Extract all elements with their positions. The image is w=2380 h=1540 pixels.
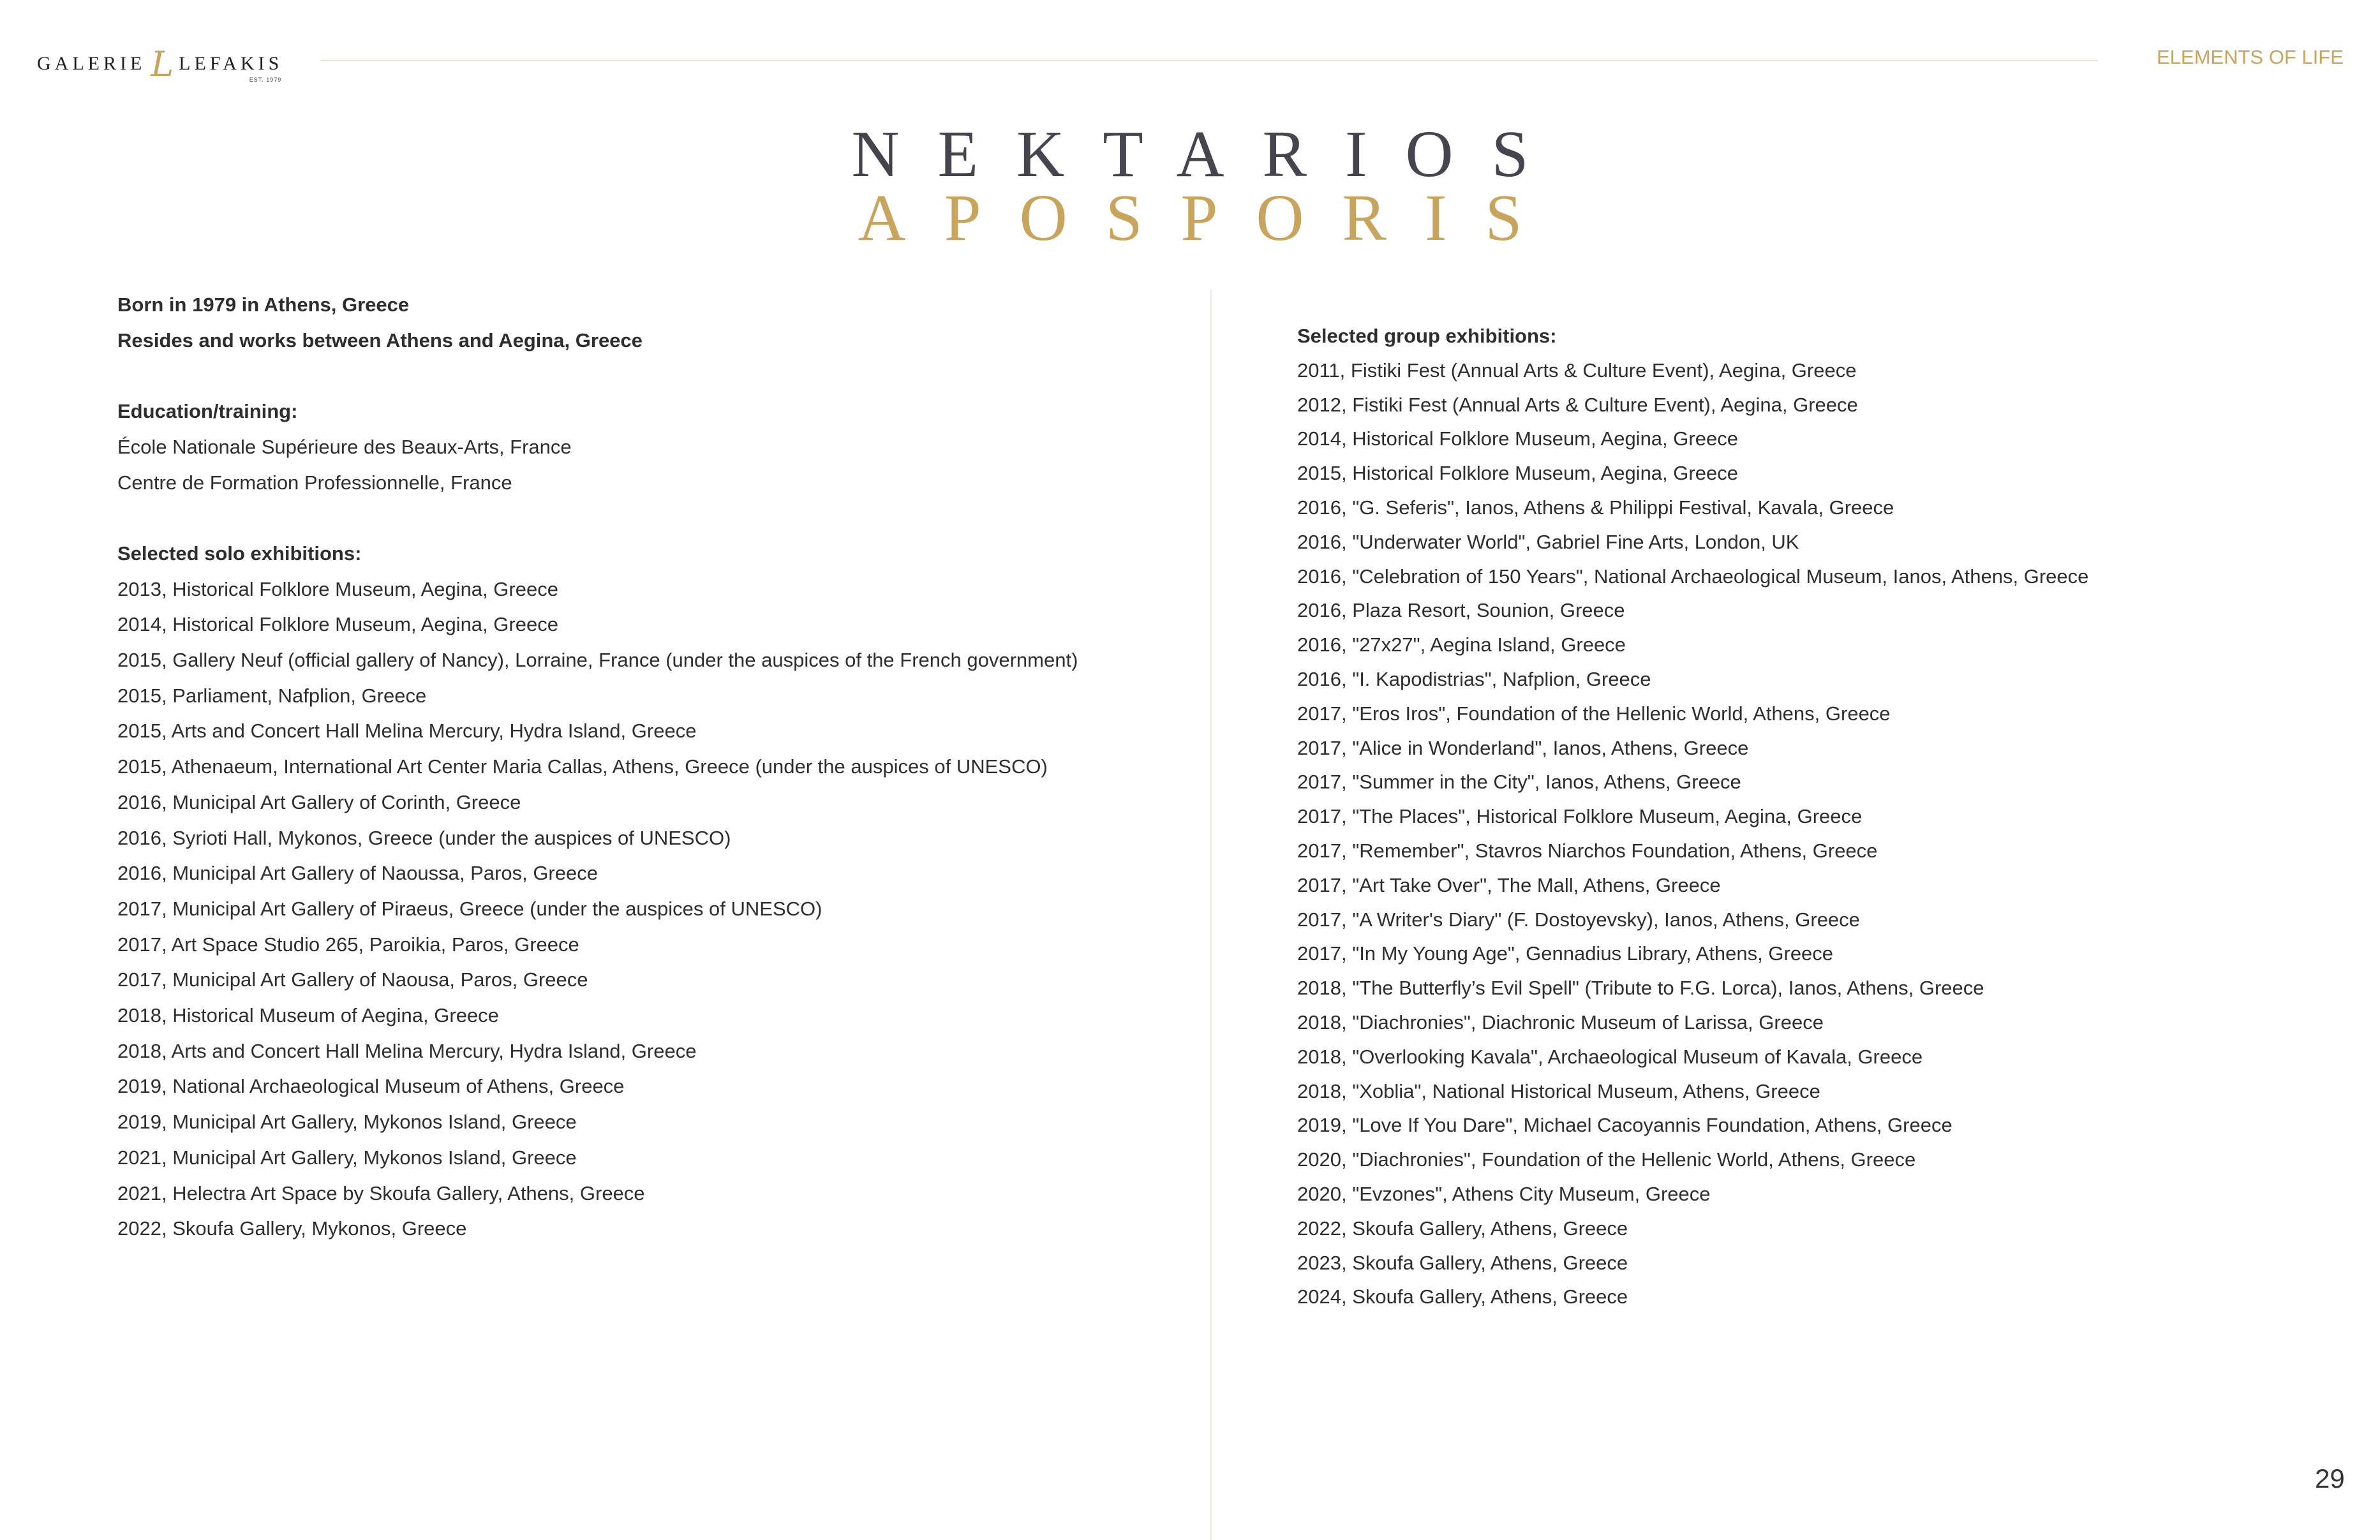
list-item: 2016, Municipal Art Gallery of Corinth, Greece <box>117 790 521 813</box>
bio-born: Born in 1979 in Athens, Greece <box>117 293 410 316</box>
list-item: 2021, Municipal Art Gallery, Mykonos Island, Greece <box>117 1146 577 1169</box>
list-item: 2018, Historical Museum of Aegina, Greece <box>117 1004 499 1027</box>
solo-exhibitions-list <box>117 572 1078 1247</box>
page-number: 29 <box>2315 1463 2345 1493</box>
list-item: 2017, "In My Young Age", Gennadius Library, Athens, Greece <box>1297 942 1834 965</box>
tagline: ELEMENTS OF LIFE <box>2157 46 2344 68</box>
list-item: 2017, "The Places", Historical Folklore Museum, Aegina, Greece <box>1297 805 1863 828</box>
list-item: 2017, "A Writer's Diary" (F. Dostoyevsky), Ianos, Athens, Greece <box>1297 908 1860 931</box>
list-item: 2020, "Diachronies", Foundation of the Hellenic World, Athens, Greece <box>1297 1148 1916 1171</box>
group-exhibitions-list <box>1297 353 2088 1314</box>
education-heading: Education/training: <box>117 400 298 423</box>
artist-last-name: APOSPORIS <box>858 181 1561 255</box>
list-item: 2017, "Summer in the City", Ianos, Athens, Greece <box>1297 771 1741 794</box>
list-item: Centre de Formation Professionnelle, France <box>117 471 512 494</box>
list-item: 2014, Historical Folklore Museum, Aegina, Greece <box>117 613 558 636</box>
list-item: 2015, Athenaeum, International Art Center Maria Callas, Athens, Greece (under the auspices of UNESCO) <box>117 755 1048 778</box>
list-item: 2018, "Xoblia", National Historical Museum, Athens, Greece <box>1297 1079 1820 1102</box>
list-item: 2015, Arts and Concert Hall Melina Mercury, Hydra Island, Greece <box>117 720 697 743</box>
list-item: 2024, Skoufa Gallery, Athens, Greece <box>1297 1285 1628 1308</box>
solo-heading: Selected solo exhibitions: <box>117 542 362 565</box>
list-item: 2018, "Overlooking Kavala", Archaeological Museum of Kavala, Greece <box>1297 1045 1923 1068</box>
logo-est: EST. 1979 <box>249 77 282 83</box>
education-list <box>117 429 1078 500</box>
galerie-lefakis-logo <box>37 45 283 83</box>
list-item: 2019, Municipal Art Gallery, Mykonos Island, Greece <box>117 1111 577 1134</box>
list-item: 2017, Municipal Art Gallery of Naousa, Paros, Greece <box>117 968 588 991</box>
list-item: 2017, Municipal Art Gallery of Piraeus, Greece (under the auspices of UNESCO) <box>117 897 822 920</box>
column-divider <box>1210 290 1212 1540</box>
list-item: 2022, Skoufa Gallery, Mykonos, Greece <box>117 1217 467 1240</box>
left-column <box>117 287 1078 1247</box>
list-item: 2021, Helectra Art Space by Skoufa Gallery, Athens, Greece <box>117 1181 645 1204</box>
list-item: 2017, Art Space Studio 265, Paroikia, Paros, Greece <box>117 933 579 956</box>
list-item: 2017, "Art Take Over", The Mall, Athens, Greece <box>1297 873 1721 896</box>
group-heading: Selected group exhibitions: <box>1297 325 1557 347</box>
list-item: 2017, "Alice in Wonderland", Ianos, Athens, Greece <box>1297 736 1749 759</box>
list-item: 2016, "27x27", Aegina Island, Greece <box>1297 633 1626 656</box>
list-item: 2018, Arts and Concert Hall Melina Mercury, Hydra Island, Greece <box>117 1039 697 1062</box>
list-item: 2013, Historical Folklore Museum, Aegina, Greece <box>117 577 558 600</box>
list-item: 2015, Gallery Neuf (official gallery of Nancy), Lorraine, France (under the auspices of the French government) <box>117 649 1078 671</box>
list-item: 2016, Syrioti Hall, Mykonos, Greece (under the auspices of UNESCO) <box>117 826 731 849</box>
list-item: 2022, Skoufa Gallery, Athens, Greece <box>1297 1217 1628 1240</box>
list-item: 2017, "Eros Iros", Foundation of the Hellenic World, Athens, Greece <box>1297 702 1891 725</box>
logo-text-left: GALERIE <box>37 53 146 74</box>
header-divider <box>320 60 2098 61</box>
list-item: 2016, Plaza Resort, Sounion, Greece <box>1297 599 1625 622</box>
list-item: 2020, "Evzones", Athens City Museum, Greece <box>1297 1182 1711 1205</box>
list-item: 2015, Historical Folklore Museum, Aegina, Greece <box>1297 462 1738 485</box>
list-item: 2016, "G. Seferis", Ianos, Athens & Philippi Festival, Kavala, Greece <box>1297 496 1894 519</box>
list-item: 2014, Historical Folklore Museum, Aegina, Greece <box>1297 427 1738 450</box>
list-item: École Nationale Supérieure des Beaux-Arts, France <box>117 435 572 458</box>
list-item: 2018, "Diachronies", Diachronic Museum of Larissa, Greece <box>1297 1011 1824 1033</box>
list-item: 2015, Parliament, Nafplion, Greece <box>117 684 427 707</box>
list-item: 2019, National Archaeological Museum of Athens, Greece <box>117 1075 625 1098</box>
logo-text-right: LEFAKIS <box>179 53 283 74</box>
artist-first-name: NEKTARIOS <box>851 117 1567 191</box>
list-item: 2016, "Underwater World", Gabriel Fine Arts, London, UK <box>1297 530 1799 553</box>
list-item: 2012, Fistiki Fest (Annual Arts & Culture Event), Aegina, Greece <box>1297 393 1858 416</box>
right-column <box>1297 319 2088 1314</box>
bio-resides: Resides and works between Athens and Aegina, Greece <box>117 329 643 352</box>
list-item: 2011, Fistiki Fest (Annual Arts & Culture Event), Aegina, Greece <box>1297 359 1857 381</box>
list-item: 2016, Municipal Art Gallery of Naoussa, Paros, Greece <box>117 862 598 885</box>
logo-monogram: L <box>151 43 174 84</box>
list-item: 2017, "Remember", Stavros Niarchos Foundation, Athens, Greece <box>1297 839 1878 862</box>
list-item: 2018, "The Butterfly’s Evil Spell" (Tribute to F.G. Lorca), Ianos, Athens, Greece <box>1297 977 1984 1000</box>
list-item: 2019, "Love If You Dare", Michael Cacoyannis Foundation, Athens, Greece <box>1297 1114 1952 1137</box>
list-item: 2016, "Celebration of 150 Years", National Archaeological Museum, Ianos, Athens, Greece <box>1297 565 2089 588</box>
list-item: 2016, "I. Kapodistrias", Nafplion, Greece <box>1297 667 1651 690</box>
list-item: 2023, Skoufa Gallery, Athens, Greece <box>1297 1251 1628 1274</box>
